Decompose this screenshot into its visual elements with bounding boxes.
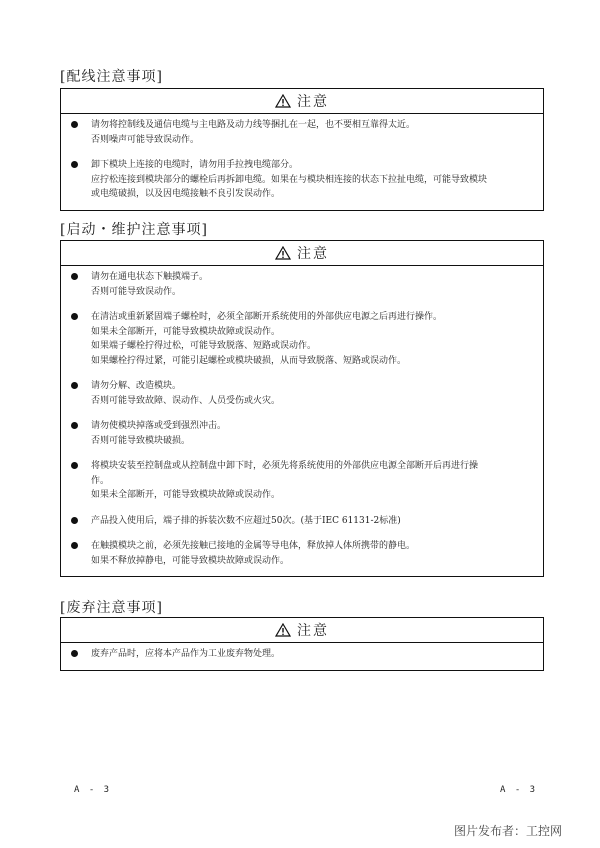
caution-text-line: 或电缆破损，以及因电缆接触不良引发误动作。 (91, 189, 281, 199)
bullet-icon (71, 542, 78, 549)
bullet-icon (71, 650, 78, 657)
warning-triangle-icon (275, 623, 291, 637)
bullet-icon (71, 517, 78, 524)
caution-box-disposal (60, 617, 544, 671)
caution-item (71, 310, 533, 368)
caution-item (71, 459, 533, 503)
caution-box-wiring (60, 88, 544, 211)
section-title-wiring: [配线注意事项] (60, 69, 163, 85)
publisher-credit: 图片发布者：工控网 (453, 824, 562, 838)
caution-label: 注意 (297, 94, 329, 110)
section-title-startup-maintenance: [启动・维护注意事项] (60, 222, 208, 238)
caution-item (71, 419, 533, 448)
caution-items (61, 643, 543, 670)
caution-items (61, 114, 543, 210)
caution-box-startup-maintenance (60, 240, 544, 577)
caution-text-line: 请勿分解、改造模块。 (91, 381, 182, 391)
caution-text-line: 产品投入使用后，端子排的拆装次数不应超过50次。(基于IEC 61131-2标准) (91, 515, 401, 526)
caution-label: 注意 (297, 246, 329, 262)
bullet-icon (71, 422, 78, 429)
caution-text-line: 否则可能导致误动作。 (91, 286, 182, 297)
caution-text-line: 作。 (91, 475, 110, 486)
bullet-icon (71, 161, 78, 168)
caution-text-line: 应拧松连接到模块部分的螺栓后再拆卸电缆。如果在与模块相连接的状态下拉扯电缆，可能导致模块 (91, 174, 488, 185)
caution-item (71, 539, 533, 568)
bullet-icon (71, 121, 78, 128)
caution-text-line: 否则可能导致故障、误动作、人员受伤或火灾。 (91, 395, 281, 406)
warning-triangle-icon (275, 94, 291, 108)
caution-text-line: 在清洁或重新紧固端子螺栓时，必须全部断开系统使用的外部供应电源之后再进行操作。 (91, 312, 443, 322)
caution-item (71, 118, 533, 147)
caution-text-line: 否则噪声可能导致误动作。 (91, 134, 200, 145)
bullet-icon (71, 462, 78, 469)
caution-text-line: 如果未全部断开，可能导致模块故障或误动作。 (91, 326, 281, 337)
caution-text-line: 请勿使模块掉落或受到强烈冲击。 (91, 421, 227, 431)
caution-text-line: 如果不释放掉静电，可能导致模块故障或误动作。 (91, 555, 290, 566)
bullet-icon (71, 313, 78, 320)
caution-text-line: 如果端子螺栓拧得过松，可能导致脱落、短路或误动作。 (91, 341, 317, 351)
bullet-icon (71, 382, 78, 389)
caution-item (71, 158, 533, 202)
caution-text-line: 如果未全部断开，可能导致模块故障或误动作。 (91, 490, 281, 500)
caution-header (61, 618, 543, 643)
caution-text-line: 将模块安装至控制盘或从控制盘中卸下时，必须先将系统使用的外部供应电源全部断开后再进行操 (91, 461, 479, 471)
caution-text-line: 废弃产品时，应将本产品作为工业废弃物处理。 (91, 649, 281, 659)
caution-header (61, 241, 543, 266)
caution-label: 注意 (297, 623, 329, 639)
caution-item (71, 647, 533, 662)
warning-triangle-icon (275, 246, 291, 260)
caution-items (61, 266, 543, 576)
caution-text-line: 请勿将控制线及通信电缆与主电路及动力线等捆扎在一起，也不要相互靠得太近。 (91, 120, 416, 130)
page-number-left: A - 3 (74, 785, 112, 795)
caution-item (71, 514, 533, 529)
caution-item (71, 270, 533, 299)
caution-text-line: 如果螺栓拧得过紧，可能引起螺栓或模块破损，从而导致脱落、短路或误动作。 (91, 355, 407, 366)
caution-text-line: 否则可能导致模块破损。 (91, 435, 191, 446)
caution-text-line: 在触摸模块之前，必须先接触已接地的金属等导电体，释放掉人体所携带的静电。 (91, 541, 416, 551)
caution-text-line: 请勿在通电状态下触摸端子。 (91, 272, 209, 282)
page-number-right: A - 3 (500, 785, 538, 795)
caution-item (71, 379, 533, 408)
bullet-icon (71, 273, 78, 280)
section-title-disposal: [废弃注意事项] (60, 600, 163, 616)
caution-header (61, 89, 543, 114)
caution-text-line: 卸下模块上连接的电缆时，请勿用手拉拽电缆部分。 (91, 160, 299, 170)
